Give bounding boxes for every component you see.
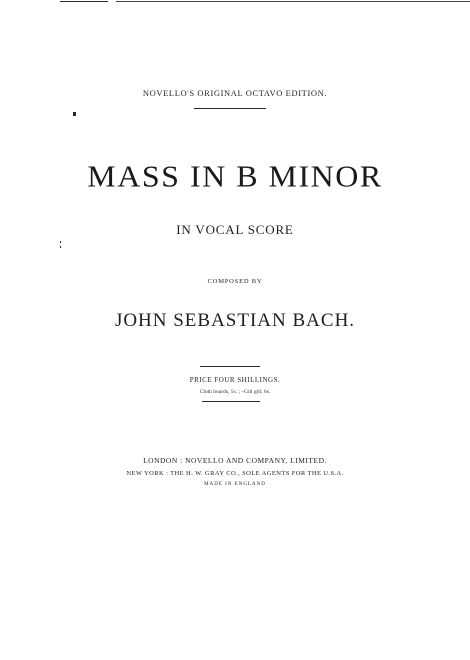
edition-divider (194, 108, 266, 109)
top-border-rule-left (60, 1, 108, 2)
edition-line: NOVELLO'S ORIGINAL OCTAVO EDITION. (142, 88, 328, 98)
margin-mark (60, 241, 61, 243)
subtitle: IN VOCAL SCORE (176, 222, 294, 237)
margin-mark (60, 246, 61, 248)
margin-mark (73, 112, 76, 116)
top-border-rule-right (116, 1, 470, 2)
agents-line: NEW YORK : THE H. W. GRAY CO., SOLE AGENTS FOR THE U.S.A. (126, 470, 344, 477)
price-line: PRICE FOUR SHILLINGS. (189, 376, 281, 384)
composer-name: JOHN SEBASTIAN BACH. (114, 310, 356, 331)
made-in-line: MADE IN ENGLAND (204, 482, 266, 487)
publisher-line: LONDON : NOVELLO AND COMPANY, LIMITED. (143, 456, 327, 465)
price-divider-bottom (202, 401, 260, 402)
composed-by-label: COMPOSED BY (207, 278, 263, 285)
page-title: MASS IN B MINOR (87, 158, 383, 194)
price-divider-top (200, 366, 260, 367)
binding-price-line: Cloth boards, 5s. ; –Gilt gilt, 6s. (199, 389, 271, 395)
